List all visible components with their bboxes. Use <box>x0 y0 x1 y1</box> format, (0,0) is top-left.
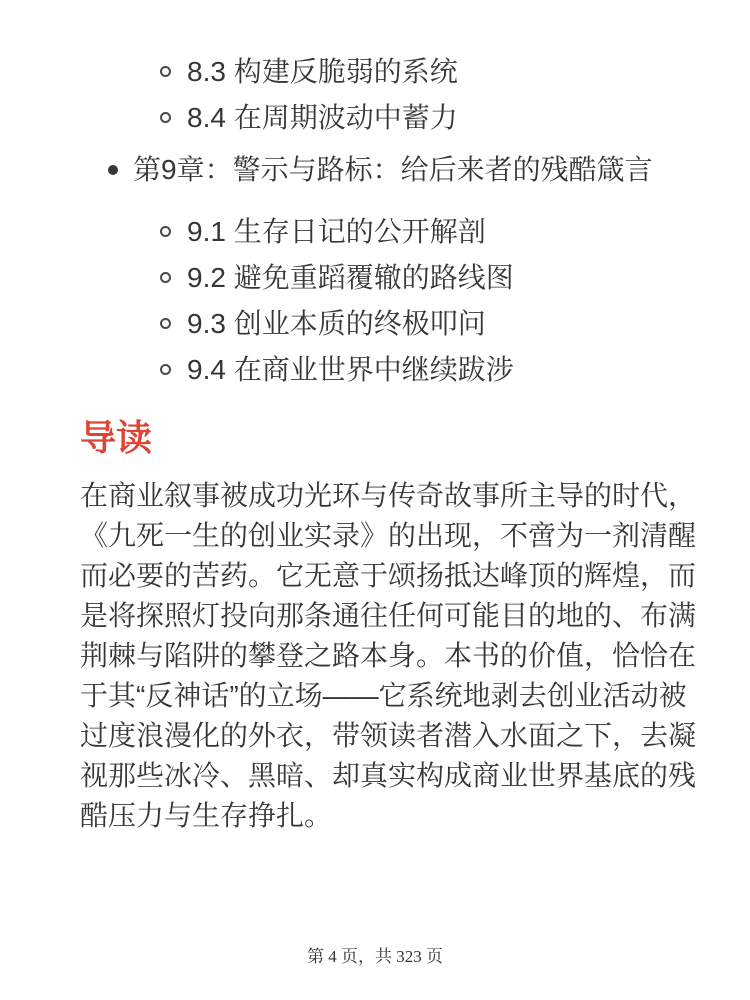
circle-bullet-icon <box>160 318 171 329</box>
page-number-indicator: 第 4 页，共 323 页 <box>307 947 443 966</box>
toc-subitem-8-4 <box>0 95 750 141</box>
section-paragraph: 在商业叙事被成功光环与传奇故事所主导的时代，《九死一生的创业实录》的出现，不啻为一剂清醒而必要的苦药。它无意于颂扬抵达峰顶的辉煌，而是将探照灯投向那条通往任何可能目的地的、布满荆棘与陷阱的攀登之路本身。本书的价值，恰恰在于其“反神话”的立场——它系统地剥去创业活动被过度浪漫化的外衣，带领读者潜入水面之下，去凝视那些冰冷、黑暗、却真实构成商业世界基底的残酷压力与生存挣扎。 <box>80 480 697 831</box>
circle-bullet-icon <box>160 364 171 375</box>
disc-bullet-icon <box>108 165 118 175</box>
circle-bullet-icon <box>160 226 171 237</box>
toc-subitem-9-3 <box>0 301 750 347</box>
toc-subitem-label: 8.4 在周期波动中蓄力 <box>187 102 458 133</box>
toc-subitem-label: 9.3 创业本质的终极叩问 <box>187 308 486 339</box>
toc-chapter-label: 第9章：警示与路标：给后来者的残酷箴言 <box>133 154 653 185</box>
toc-subitem-label: 8.3 构建反脆弱的系统 <box>187 56 458 87</box>
circle-bullet-icon <box>160 112 171 123</box>
toc-subitem-9-1 <box>0 209 750 255</box>
toc-subitem-label: 9.1 生存日记的公开解剖 <box>187 216 486 247</box>
table-of-contents <box>0 0 750 393</box>
section-heading: 导读 <box>80 417 153 458</box>
toc-subitem-label: 9.4 在商业世界中继续跋涉 <box>187 354 514 385</box>
toc-subitem-9-2 <box>0 255 750 301</box>
circle-bullet-icon <box>160 66 171 77</box>
toc-subitem-9-4 <box>0 347 750 393</box>
toc-chapter-9 <box>0 147 750 193</box>
toc-subitem-8-3 <box>0 49 750 95</box>
circle-bullet-icon <box>160 272 171 283</box>
toc-subitem-label: 9.2 避免重蹈覆辙的路线图 <box>187 262 514 293</box>
